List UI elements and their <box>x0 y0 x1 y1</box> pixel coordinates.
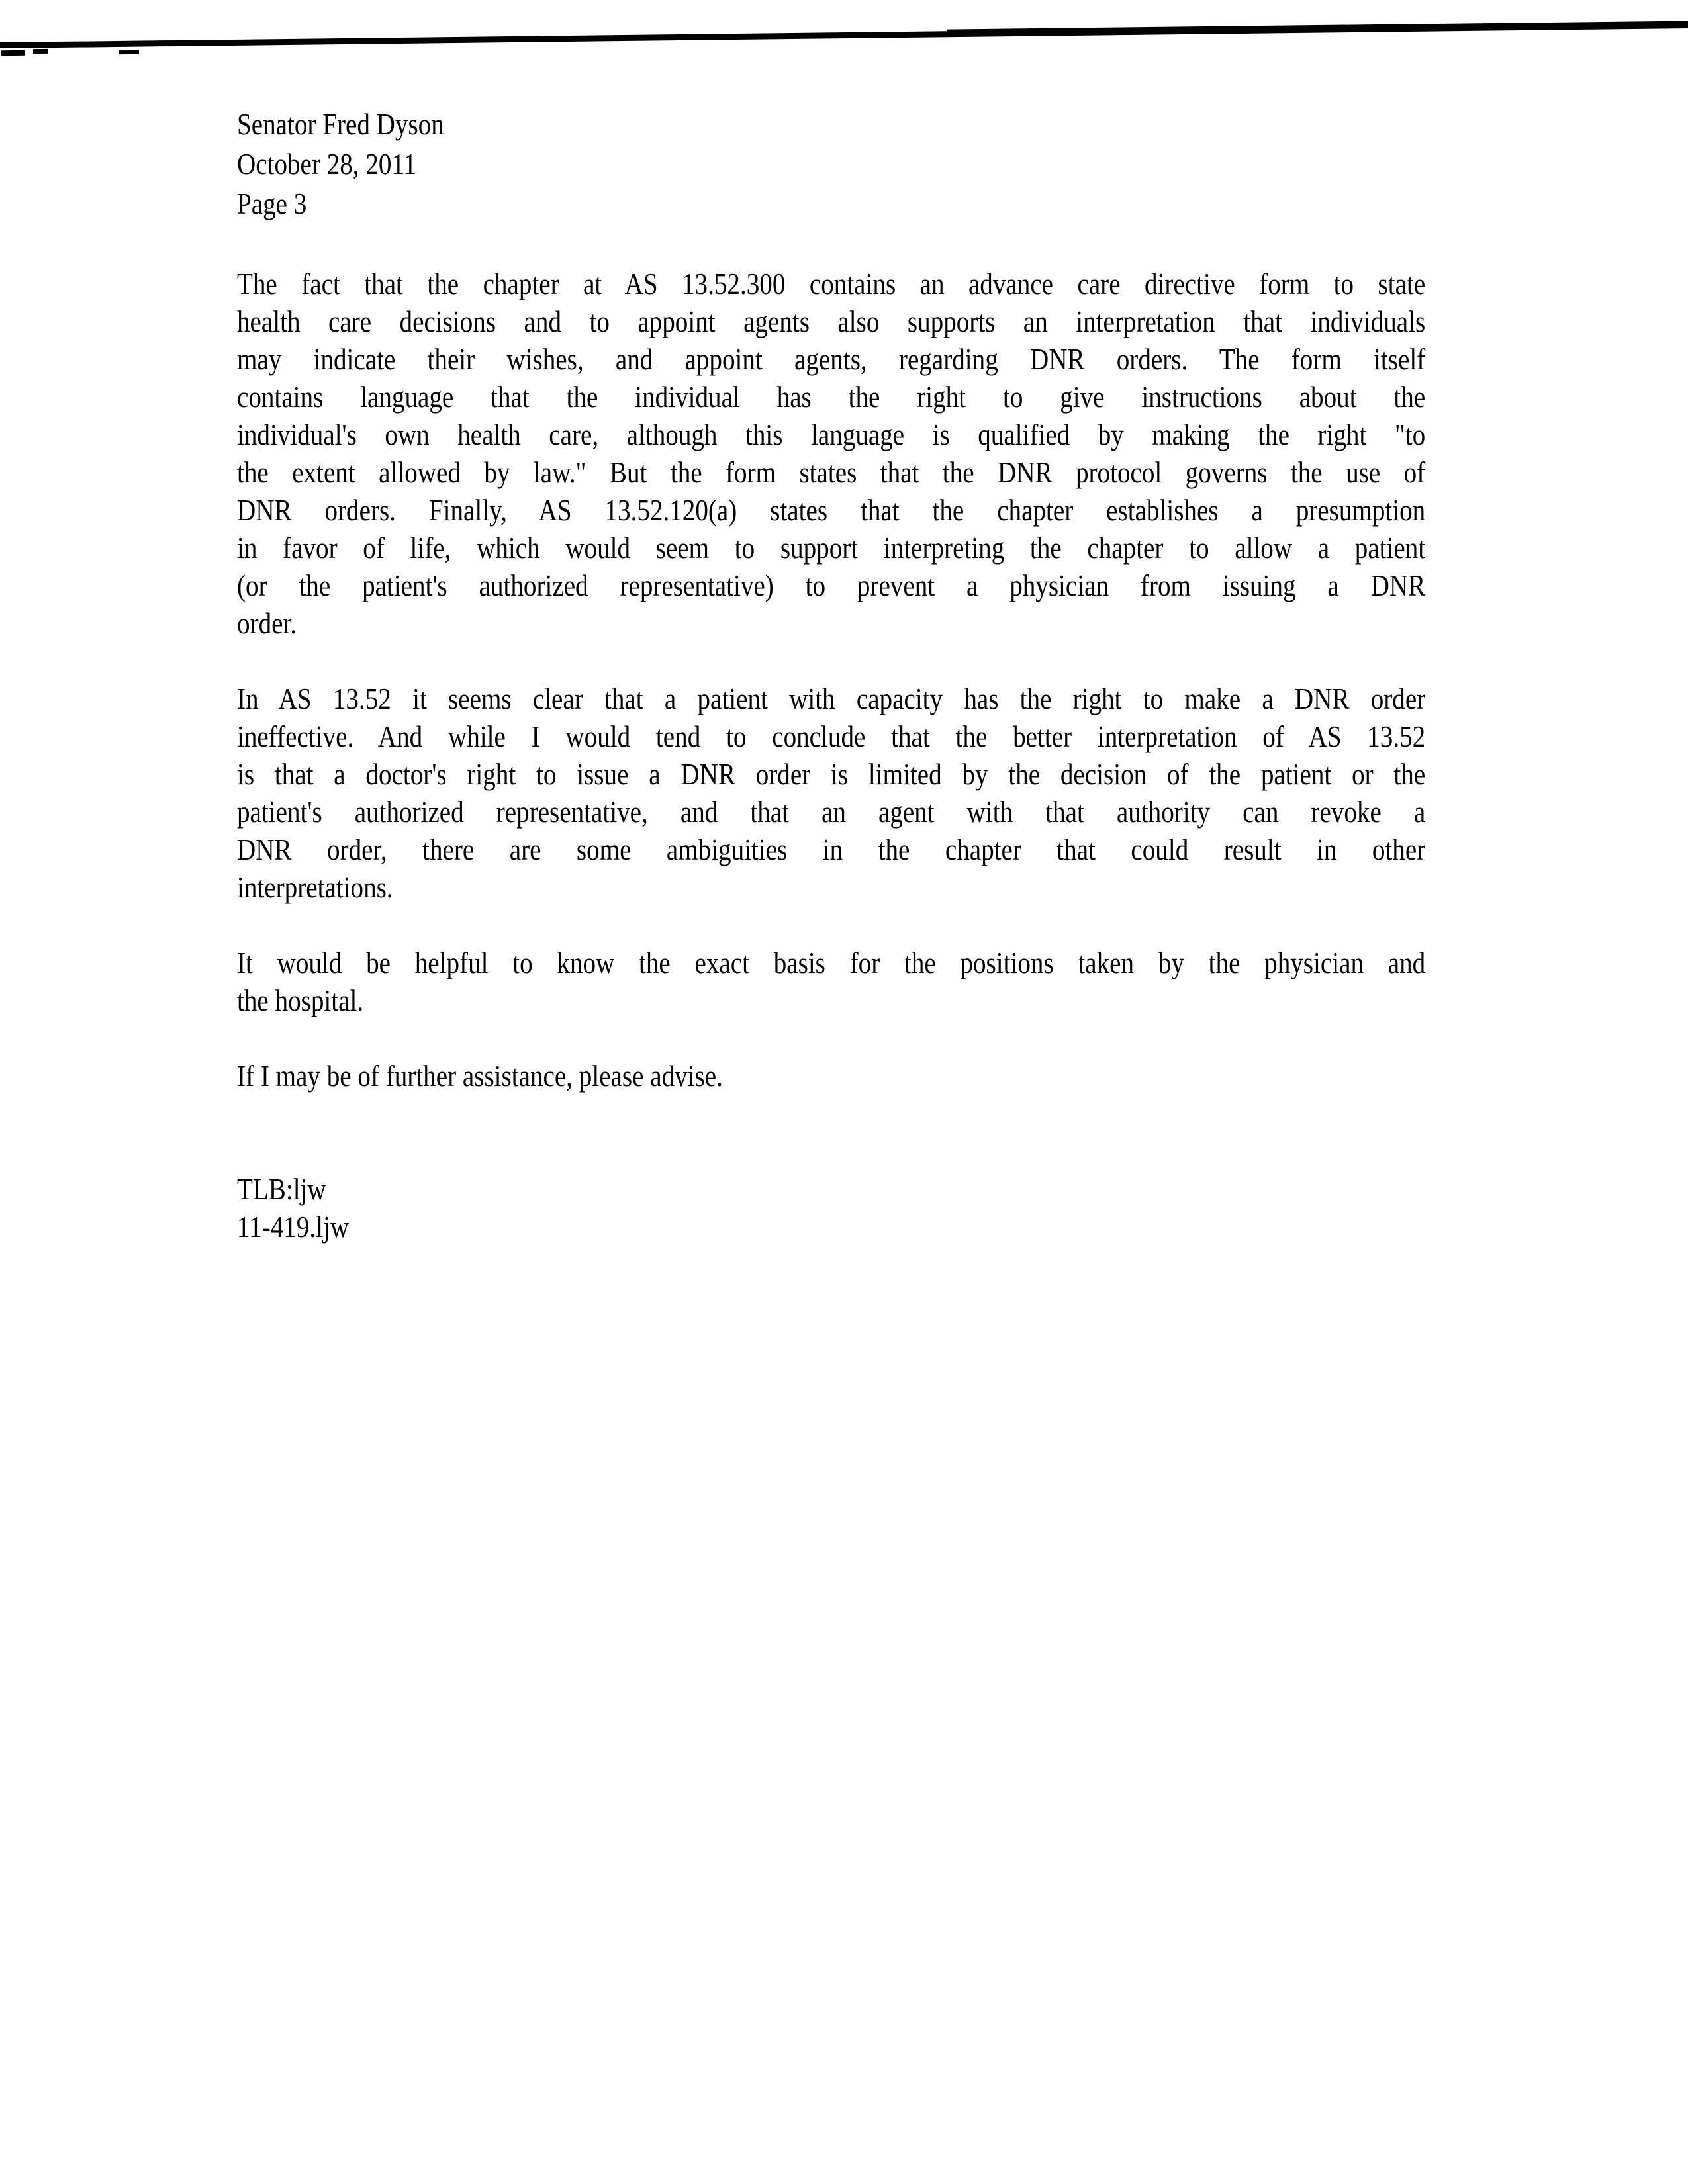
file-reference: 11-419.ljw <box>237 1210 350 1244</box>
letter-paragraphs <box>237 265 1425 1095</box>
paragraph <box>237 1057 1425 1095</box>
text-line: is that a doctor's right to issue a DNR order is limited by the decision of the patient or the <box>237 757 1426 791</box>
text-line: in favor of life, which would seem to support interpreting the chapter to allow a patient <box>237 531 1426 565</box>
text-line: may indicate their wishes, and appoint agents, regarding DNR orders. The form itself <box>237 342 1426 376</box>
text-line: The fact that the chapter at AS 13.52.300 contains an advance care directive form to state <box>237 267 1426 300</box>
text-line: If I may be of further assistance, please advise. <box>237 1059 723 1093</box>
text-line: order. <box>237 606 297 640</box>
letter-date: October 28, 2011 <box>237 147 417 181</box>
text-line: DNR orders. Finally, AS 13.52.120(a) states that the chapter establishes a presumption <box>237 493 1426 527</box>
text-line: patient's authorized representative, and that an agent with that authority can revoke a <box>237 795 1426 829</box>
text-line: DNR order, there are some ambiguities in the chapter that could result in other <box>237 833 1426 866</box>
text-line: (or the patient's authorized representative) to prevent a physician from issuing a DNR <box>237 569 1426 602</box>
scan-artifact-dash <box>119 50 139 54</box>
paragraph <box>237 265 1425 642</box>
paragraph <box>237 680 1425 906</box>
text-line: interpretations. <box>237 870 393 904</box>
recipient-name: Senator Fred Dyson <box>237 107 444 141</box>
text-line: the extent allowed by law." But the form states that the DNR protocol governs the use of <box>237 455 1426 489</box>
text-line: In AS 13.52 it seems clear that a patient with capacity has the right to make a DNR order <box>237 682 1426 715</box>
text-line: It would be helpful to know the exact basis for the positions taken by the physician and <box>237 946 1426 979</box>
text-line: the hospital. <box>237 983 364 1017</box>
letter-header <box>237 105 912 224</box>
signature-block <box>237 1170 1425 1246</box>
paragraph <box>237 944 1425 1019</box>
scan-artifact-dash <box>33 49 48 54</box>
page-number: Page 3 <box>237 187 307 220</box>
text-line: ineffective. And while I would tend to conclude that the better interpretation of AS 13.52 <box>237 719 1426 753</box>
text-line: individual's own health care, although this language is qualified by making the right "to <box>237 418 1426 451</box>
text-line: health care decisions and to appoint agents also supports an interpretation that individuals <box>237 304 1426 338</box>
typist-initials: TLB:ljw <box>237 1172 326 1206</box>
letter-body <box>237 265 1425 1246</box>
text-line: contains language that the individual has the right to give instructions about the <box>237 380 1426 414</box>
scan-artifact-dash <box>1 50 25 56</box>
